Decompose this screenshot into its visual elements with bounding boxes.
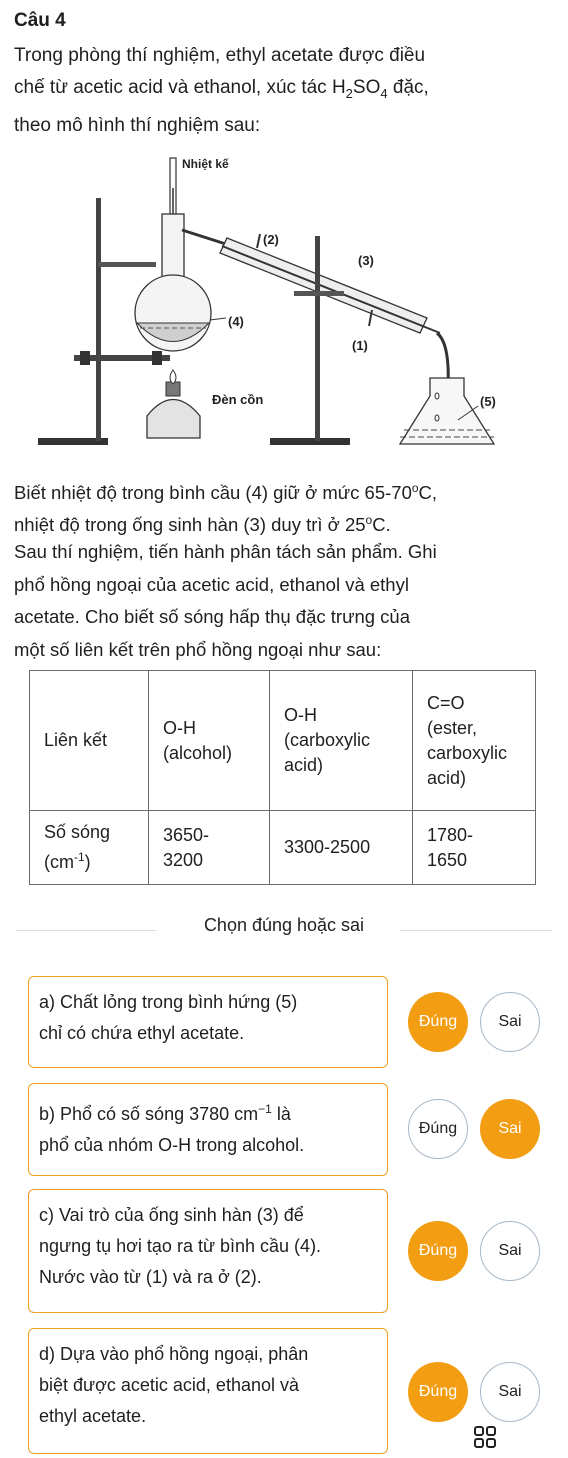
- table-cell: Liên kết: [30, 671, 149, 811]
- label-3: (3): [358, 253, 374, 268]
- true-button[interactable]: Đúng: [408, 1099, 468, 1159]
- true-button[interactable]: Đúng: [408, 1221, 468, 1281]
- statement-c: c) Vai trò của ống sinh hàn (3) để ngưng tụ hơi tạo ra từ bình cầu (4). Nước vào từ (1) và ra ở (2).: [28, 1189, 388, 1313]
- table-cell: 3650- 3200: [149, 811, 270, 885]
- question-title: Câu 4: [14, 10, 66, 31]
- paragraph-5: acetate. Cho biết số sóng hấp thụ đặc trưng của: [14, 606, 411, 627]
- question-intro: [14, 40, 519, 142]
- true-button[interactable]: Đúng: [408, 1362, 468, 1422]
- table-cell: 1780- 1650: [413, 811, 536, 885]
- paragraph-6: một số liên kết trên phổ hồng ngoại như sau:: [14, 639, 382, 660]
- table-cell: 3300-2500: [270, 811, 413, 885]
- label-4: (4): [228, 314, 244, 329]
- false-button[interactable]: Sai: [480, 992, 540, 1052]
- ir-table: [29, 670, 536, 885]
- table-cell: Số sóng $(cm^{-1})$: [30, 811, 149, 885]
- false-button[interactable]: Sai: [480, 1362, 540, 1422]
- paragraph-3: Sau thí nghiệm, tiến hành phân tách sản phẩm. Ghi: [14, 541, 437, 562]
- table-row: [30, 811, 536, 885]
- statement-b: b) Phổ có số sóng 3780 $cm^{-1}$ là phổ của nhóm O-H trong alcohol.: [28, 1083, 388, 1176]
- statement-d: d) Dựa vào phổ hồng ngoại, phân biệt được acetic acid, ethanol và ethyl acetate.: [28, 1328, 388, 1454]
- intro-line-3: theo mô hình thí nghiệm sau:: [14, 114, 261, 136]
- label-1: (1): [352, 338, 368, 353]
- thermometer-label: Nhiệt kế: [182, 157, 229, 171]
- intro-line-1: Trong phòng thí nghiệm, ethyl acetate được điều: [14, 45, 426, 66]
- label-5: (5): [480, 394, 496, 409]
- true-button[interactable]: Đúng: [408, 992, 468, 1052]
- section-label: Chọn đúng hoặc sai: [203, 915, 365, 935]
- table-cell: O-H (alcohol): [149, 671, 270, 811]
- paragraph-4: phổ hồng ngoại của acetic acid, ethanol và ethyl: [14, 574, 409, 595]
- false-button[interactable]: Sai: [480, 1099, 540, 1159]
- paragraph-temp-1: Biết nhiệt độ trong bình cầu (4) giữ ở mức 65-70$^o$C,: [14, 481, 438, 504]
- apparatus-figure: [32, 148, 512, 456]
- statement-a: a) Chất lỏng trong bình hứng (5) chỉ có chứa ethyl acetate.: [28, 976, 388, 1068]
- paragraph-temp-2: nhiệt độ trong ống sinh hàn (3) duy trì ở 25$^o$C.: [14, 513, 391, 536]
- table-cell: C=O (ester, carboxylic acid): [413, 671, 536, 811]
- lamp-label: Đèn cồn: [212, 392, 264, 407]
- intro-line-2: chế từ acetic acid và ethanol, xúc tác $H_2SO_4$ đặc,: [14, 77, 429, 101]
- table-row: [30, 671, 536, 811]
- label-2: (2): [263, 232, 279, 247]
- table-cell: O-H (carboxylic acid): [270, 671, 413, 811]
- grid-icon[interactable]: [473, 1425, 497, 1449]
- false-button[interactable]: Sai: [480, 1221, 540, 1281]
